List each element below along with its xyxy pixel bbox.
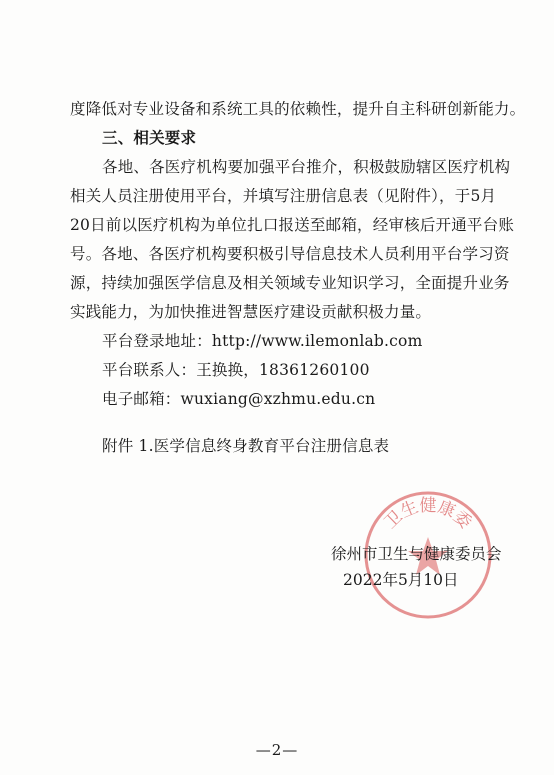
body-line-4: 20日前以医疗机构为单位扎口报送至邮箱，经审核后开通平台账 [70,216,515,234]
signature-org: 徐州市卫生与健康委员会 [331,545,502,563]
seal-text: 卫生健康委 [380,496,476,534]
page-number: —2— [255,741,299,759]
body-line-5: 号。各地、各医疗机构要积极引导信息技术人员利用平台学习资 [70,245,510,263]
body-line-3: 相关人员注册使用平台，并填写注册信息表（见附件），于5月 [70,187,497,205]
body-line-6: 源，持续加强医学信息及相关领域专业知识学习，全面提升业务 [70,274,510,292]
attachment-note: 附件 1.医学信息终身教育平台注册信息表 [102,437,390,455]
platform-url: 平台登录地址：http://www.ilemonlab.com [102,332,423,350]
body-line-7: 实践能力，为加快推进智慧医疗建设贡献积极力量。 [70,303,432,321]
section-heading: 三、相关要求 [102,129,197,147]
body-line-1: 度降低对专业设备和系统工具的依赖性，提升自主科研创新能力。 [70,100,526,118]
body-line-2: 各地、各医疗机构要加强平台推介，积极鼓励辖区医疗机构 [102,158,511,176]
contact-email: 电子邮箱：wuxiang@xzhmu.edu.cn [102,390,376,408]
platform-contact: 平台联系人：王换换，18361260100 [102,361,370,379]
signature-date: 2022年5月10日 [343,571,459,589]
